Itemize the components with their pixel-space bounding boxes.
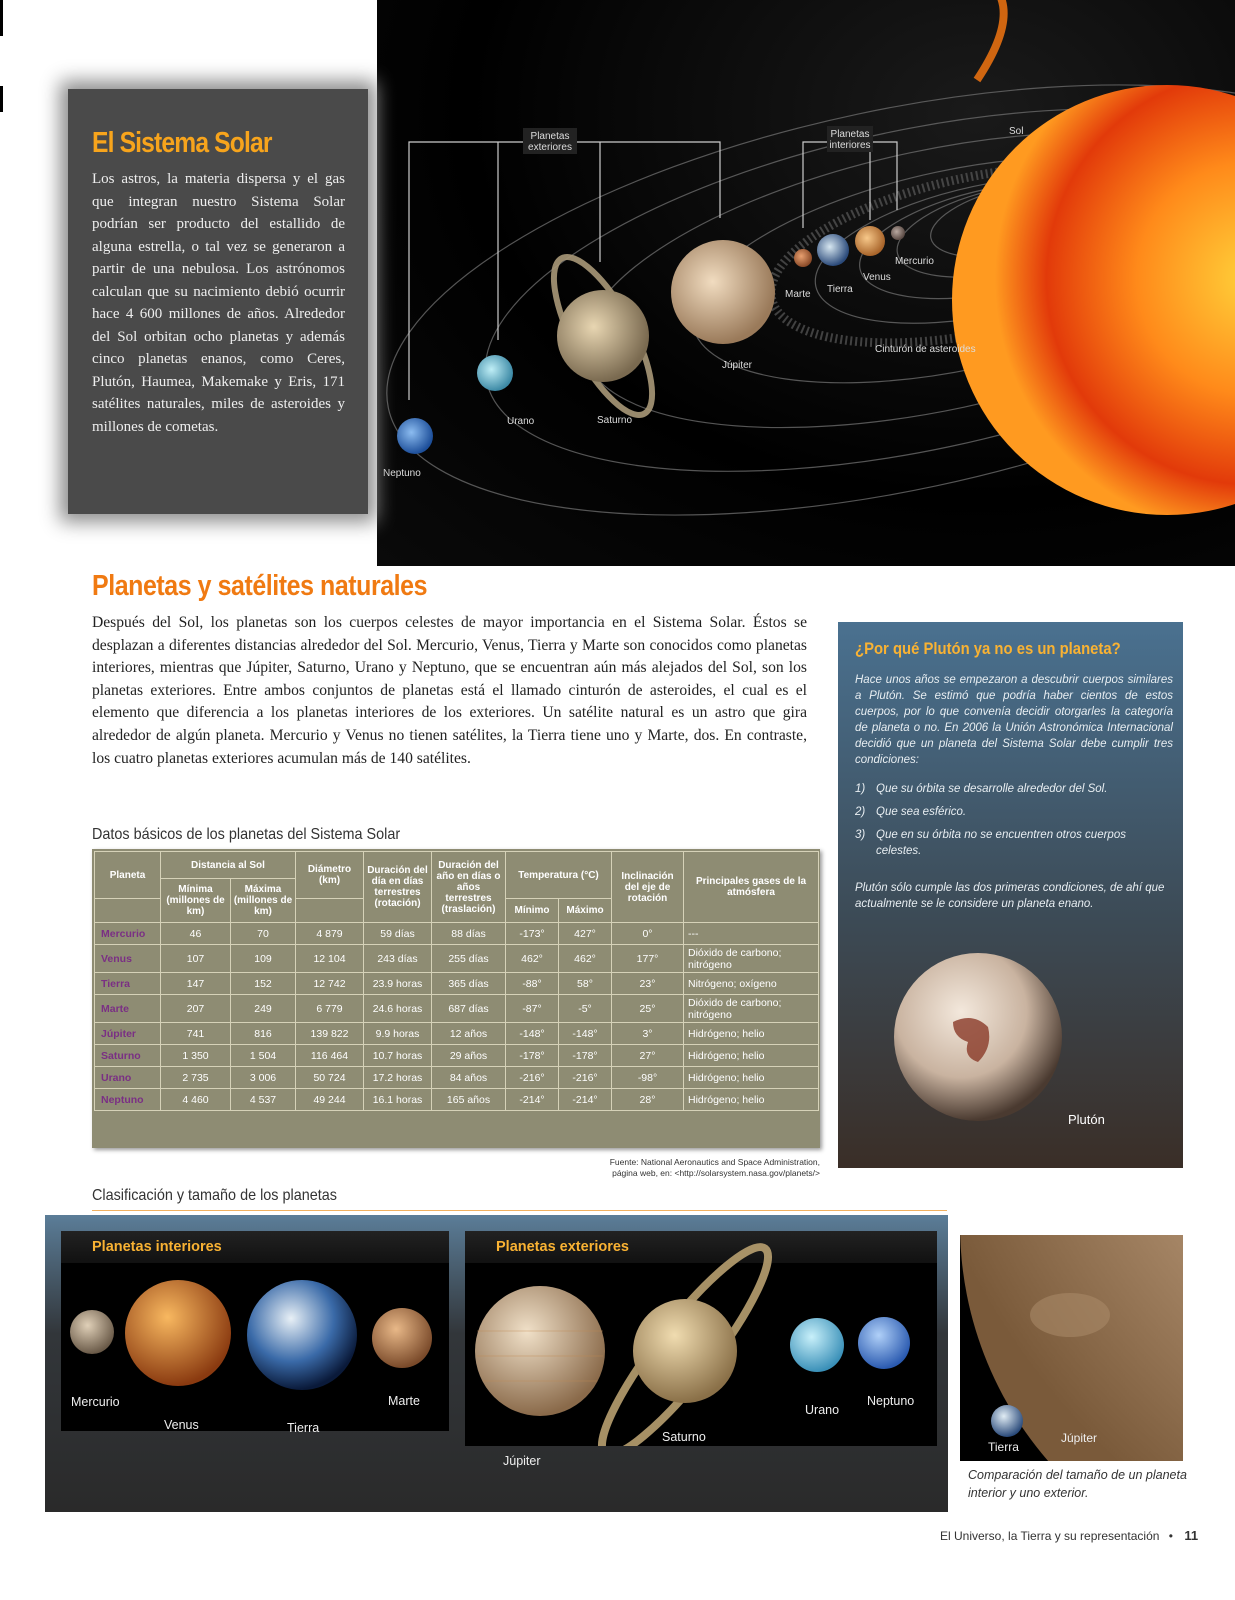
table-cell: 249 (231, 995, 296, 1023)
sun-image (952, 85, 1235, 515)
mars-image (794, 249, 812, 267)
table-cell: Dióxido de carbono; nitrógeno (684, 945, 819, 973)
mercury-image (891, 226, 905, 240)
table-row (95, 1089, 819, 1111)
uranus-label: Urano (805, 1403, 840, 1417)
table-row (95, 995, 819, 1023)
table-cell: 59 días (364, 923, 432, 945)
table-row (95, 973, 819, 995)
table-cell: 255 días (432, 945, 506, 973)
section-title: Planetas y satélites naturales (92, 570, 428, 602)
outer-planets-label: exteriores (528, 142, 572, 153)
table-cell: Hidrógeno; helio (684, 1089, 819, 1111)
th-max: Máxima (millones de km) (231, 879, 296, 923)
table-cell: 3 006 (231, 1067, 296, 1089)
table-cell: -98° (612, 1067, 684, 1089)
table-cell: -216° (506, 1067, 559, 1089)
th-temp: Temperatura (°C) (506, 852, 612, 899)
table-cell: 23.9 horas (364, 973, 432, 995)
table-row (95, 1067, 819, 1089)
th-gases: Principales gases de la atmósfera (684, 852, 819, 923)
saturn-label: Saturno (662, 1430, 706, 1444)
source-line: página web, en: <http://solarsystem.nasa.gov/planets/> (612, 1168, 820, 1178)
table-title: Datos básicos de los planetas del Sistema Solar (92, 826, 401, 843)
table-cell: 1 504 (231, 1045, 296, 1067)
table-cell: Hidrógeno; helio (684, 1067, 819, 1089)
table-cell: -148° (559, 1023, 612, 1045)
table-cell: 29 años (432, 1045, 506, 1067)
sidebar-text: Hace unos años se empezaron a descubrir cuerpos similares a Plutón. Se estimó que podría haber cientos de estos cuerpos, por lo que convenía decidir otorgarles la categoría de planeta o no. En 2006 la Unión Astronómica Internacional decidió que un planeta del Sistema Solar debe cumplir tres condiciones: (855, 674, 1173, 766)
table-cell: 687 días (432, 995, 506, 1023)
table-cell: 0° (612, 923, 684, 945)
condition-item: 3) Que en su órbita no se encuentren otros cuerpos celestes. (855, 829, 1126, 857)
table-cell: 10.7 horas (364, 1045, 432, 1067)
pluto-sidebar (838, 622, 1183, 1168)
venus-label: Venus (863, 272, 891, 283)
th-distance: Distancia al Sol (161, 852, 296, 879)
table-cell: 12 años (432, 1023, 506, 1045)
classification-title: Clasificación y tamaño de los planetas (92, 1187, 337, 1204)
comparison-caption: Comparación del tamaño de un planeta interior y uno exterior. (968, 1468, 1187, 1500)
pluto-image (893, 952, 1063, 1122)
page-footer (940, 1528, 1198, 1543)
asteroid-belt-label: Cinturón de asteroides (875, 344, 976, 355)
table-cell: 116 464 (296, 1045, 364, 1067)
table-cell: 49 244 (296, 1089, 364, 1111)
th-tmin: Mínimo (506, 899, 559, 923)
source-line: Fuente: National Aeronautics and Space Administration, (609, 1157, 820, 1167)
outer-planets-title: Planetas exteriores (496, 1239, 629, 1255)
intro-text: Los astros, la materia dispersa y el gas que integran nuestro Sistema Solar podrían ser producto del estallido de alguna estrella, o tal vez se generaron a partir de una nebulosa. Los astrónomos calculan que su nacimiento debió ocurrir hace 4 600 millones de años. Alrededor del Sol orbitan ocho planetas y además cinco planetas enanos, como Ceres, Plutón, Haumea, Makemake y Eris, 171 satélites naturales, miles de asteroides y millones de cometas. (92, 171, 345, 435)
table-cell: Hidrógeno; helio (684, 1045, 819, 1067)
table-cell: 152 (231, 973, 296, 995)
table-cell: 4 460 (161, 1089, 231, 1111)
earth-image (247, 1280, 357, 1390)
table-cell: 24.6 horas (364, 995, 432, 1023)
table-cell: Dióxido de carbono; nitrógeno (684, 995, 819, 1023)
jupiter-label: Júpiter (722, 360, 753, 371)
outer-planets-box (465, 1231, 937, 1468)
table-cell: 84 años (432, 1067, 506, 1089)
venus-image (855, 226, 885, 256)
planet-name-cell: Tierra (95, 973, 161, 995)
divider (92, 1210, 947, 1211)
table-cell: -214° (506, 1089, 559, 1111)
footer-bullet: • (1168, 1529, 1173, 1543)
sun-label: Sol (1009, 126, 1024, 137)
table-cell: 3° (612, 1023, 684, 1045)
planet-data-table (92, 849, 820, 1148)
th-planet: Planeta (95, 852, 161, 899)
table-cell: 1 350 (161, 1045, 231, 1067)
inner-planets-box (61, 1231, 449, 1435)
venus-image (125, 1280, 231, 1386)
sidebar-title: ¿Por qué Plutón ya no es un planeta? (855, 640, 1121, 658)
table-cell: 243 días (364, 945, 432, 973)
table-cell: 4 537 (231, 1089, 296, 1111)
planet-name-cell: Saturno (95, 1045, 161, 1067)
jupiter-image (475, 1286, 605, 1416)
table-cell: 46 (161, 923, 231, 945)
planet-name-cell: Venus (95, 945, 161, 973)
table-cell: 17.2 horas (364, 1067, 432, 1089)
table-cell: 58° (559, 973, 612, 995)
table-cell: -178° (559, 1045, 612, 1067)
table-cell: 147 (161, 973, 231, 995)
table-cell: 427° (559, 923, 612, 945)
outer-planets-label: Planetas (530, 131, 570, 142)
th-tmax: Máximo (559, 899, 612, 923)
table-cell: -148° (506, 1023, 559, 1045)
solar-system-illustration (377, 0, 1235, 566)
jupiter-label: Júpiter (503, 1454, 541, 1468)
table-cell: 365 días (432, 973, 506, 995)
table-cell: 207 (161, 995, 231, 1023)
table-cell: 23° (612, 973, 684, 995)
th-planet-spacer (95, 899, 161, 923)
size-comparison-image (960, 1235, 1183, 1461)
planet-name-cell: Urano (95, 1067, 161, 1089)
table-cell: 177° (612, 945, 684, 973)
uranus-label: Urano (507, 416, 535, 427)
intro-title: El Sistema Solar (92, 127, 272, 159)
page-edge-marks (0, 0, 3, 600)
neptune-label: Neptuno (867, 1394, 915, 1408)
table-cell: -214° (559, 1089, 612, 1111)
table-cell: 16.1 horas (364, 1089, 432, 1111)
table-cell: --- (684, 923, 819, 945)
inner-planets-label: interiores (829, 140, 871, 151)
saturn-image (633, 1299, 737, 1403)
condition-item: 1) Que su órbita se desarrolle alrededor del Sol. (855, 783, 1108, 795)
earth-image (817, 234, 849, 266)
planet-name-cell: Marte (95, 995, 161, 1023)
inner-planets-label: Planetas (830, 129, 870, 140)
footer-text: El Universo, la Tierra y su representación (940, 1529, 1160, 1543)
table-cell: 25° (612, 995, 684, 1023)
table-cell: 50 724 (296, 1067, 364, 1089)
table-cell: -178° (506, 1045, 559, 1067)
mercury-label: Mercurio (71, 1395, 120, 1409)
section-body: Después del Sol, los planetas son los cuerpos celestes de mayor importancia en el Sistema Solar. Éstos se desplazan a diferentes distancias alrededor del Sol. Mercurio, Venus, Tierra y Marte son conocidos como planetas interiores, mientras que Júpiter, Saturno, Urano y Neptuno, que se encuentran aún más alejados del Sol, son los planetas exteriores. Entre ambos conjuntos de planetas está el llamado cinturón de asteroides, el cual es el elemento que diferencia a los planetas interiores de los exteriores. Un satélite natural es un astro que gira alrededor de algún planeta. Mercurio y Venus no tienen satélites, la Tierra tiene uno y Marte, dos. En contraste, los cuatro planetas exteriores acumulan más de 140 satélites. (92, 614, 807, 767)
compare-earth-label: Tierra (988, 1440, 1019, 1454)
table-cell: -87° (506, 995, 559, 1023)
table-row (95, 1023, 819, 1045)
neptune-image (397, 418, 433, 454)
compare-jupiter-label: Júpiter (1061, 1431, 1098, 1445)
mars-image (372, 1308, 432, 1368)
table-cell: 6 779 (296, 995, 364, 1023)
pluto-label: Plutón (1068, 1112, 1105, 1127)
venus-label: Venus (164, 1418, 199, 1432)
table-cell: -173° (506, 923, 559, 945)
th-min: Mínima (millones de km) (161, 879, 231, 923)
table-cell: 139 822 (296, 1023, 364, 1045)
earth-label: Tierra (827, 284, 853, 295)
mars-label: Marte (785, 289, 811, 300)
th-tilt: Inclinación del eje de rotación (612, 852, 684, 923)
table-cell: 28° (612, 1089, 684, 1111)
earth-label: Tierra (287, 1421, 320, 1435)
table-cell: 816 (231, 1023, 296, 1045)
uranus-image (790, 1318, 844, 1372)
saturn-image (557, 290, 649, 382)
inner-planets-title: Planetas interiores (92, 1239, 222, 1255)
table-cell: -88° (506, 973, 559, 995)
table-cell: 2 735 (161, 1067, 231, 1089)
planet-name-cell: Júpiter (95, 1023, 161, 1045)
table-cell: 12 742 (296, 973, 364, 995)
table-cell: 70 (231, 923, 296, 945)
table-cell: -5° (559, 995, 612, 1023)
saturn-label: Saturno (597, 415, 633, 426)
table-cell: Hidrógeno; helio (684, 1023, 819, 1045)
table-cell: 27° (612, 1045, 684, 1067)
th-day: Duración del día en días terrestres (rotación) (364, 852, 432, 923)
uranus-image (477, 355, 513, 391)
table-source (560, 1157, 820, 1179)
mercury-image (70, 1310, 114, 1354)
jupiter-image (671, 240, 775, 344)
table-cell: -216° (559, 1067, 612, 1089)
table-cell: 741 (161, 1023, 231, 1045)
th-year: Duración del año en días o años terrestres (traslación) (432, 852, 506, 923)
table-row (95, 945, 819, 973)
table-cell: 462° (559, 945, 612, 973)
table-row (95, 1045, 819, 1067)
page-number: 11 (1184, 1528, 1199, 1543)
planet-name-cell: Neptuno (95, 1089, 161, 1111)
neptune-label: Neptuno (383, 468, 421, 479)
sidebar-note: Plutón sólo cumple las dos primeras condiciones, de ahí que actualmente se le considere un planeta enano. (855, 882, 1165, 910)
classification-panel (45, 1215, 948, 1512)
mars-label: Marte (388, 1394, 420, 1408)
mercury-label: Mercurio (895, 256, 934, 267)
planet-name-cell: Mercurio (95, 923, 161, 945)
table-row (95, 923, 819, 945)
table-cell: 462° (506, 945, 559, 973)
table-cell: Nitrógeno; oxígeno (684, 973, 819, 995)
table-cell: 9.9 horas (364, 1023, 432, 1045)
table-cell: 109 (231, 945, 296, 973)
table-cell: 88 días (432, 923, 506, 945)
neptune-image (858, 1317, 910, 1369)
table-cell: 165 años (432, 1089, 506, 1111)
table-cell: 4 879 (296, 923, 364, 945)
earth-image (991, 1405, 1023, 1437)
table-cell: 12 104 (296, 945, 364, 973)
th-diameter-spacer (296, 899, 364, 923)
condition-item: 2) Que sea esférico. (855, 806, 967, 818)
intro-box (68, 89, 368, 514)
th-diameter: Diámetro (km) (296, 852, 364, 899)
table-cell: 107 (161, 945, 231, 973)
